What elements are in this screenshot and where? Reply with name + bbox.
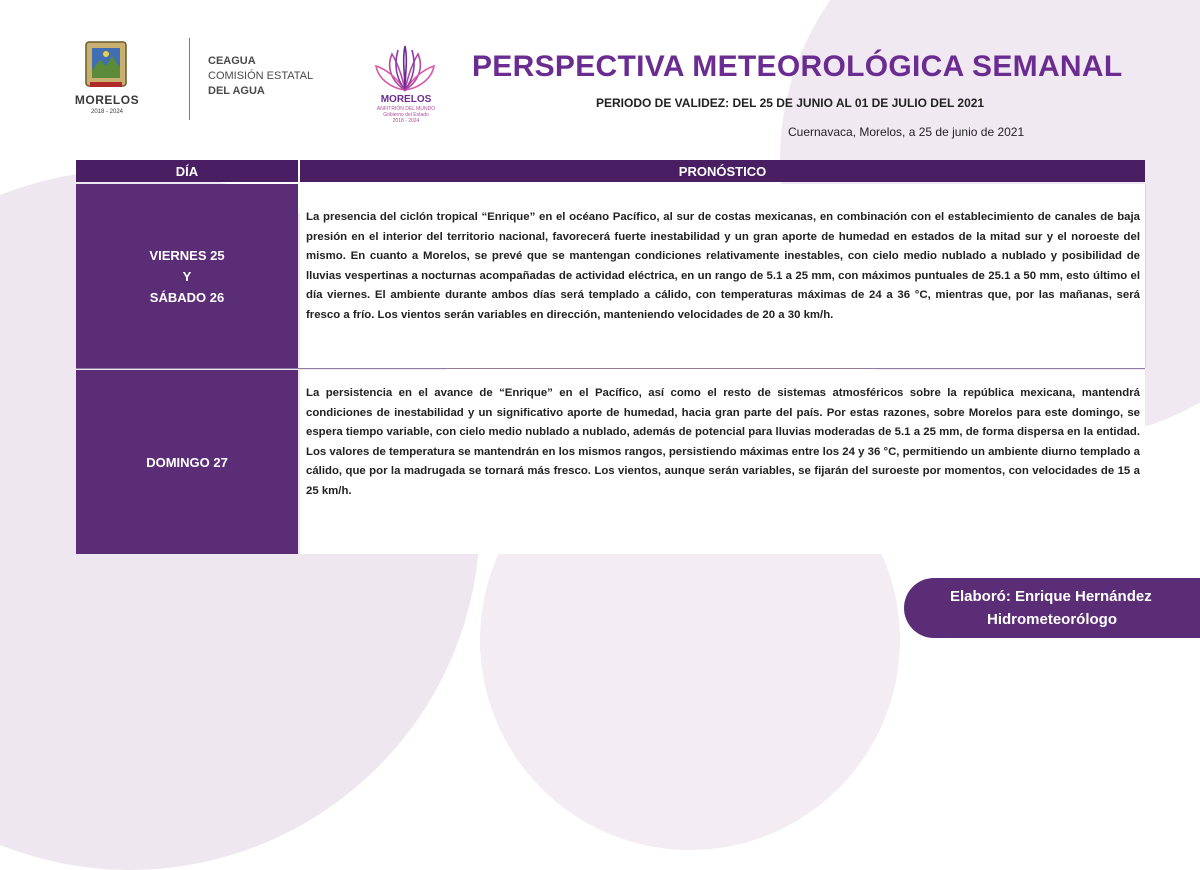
- forecast-text-1: La presencia del ciclón tropical “Enrique” en el océano Pacífico, al sur de costas mexicanas, en combinación con el establecimiento de canales de baja presión en el interior del territorio nacional, favorecerá fuerte inestabilidad y un gran aporte de humedad en estados de la mitad sur y el noroeste del mismo. En cuanto a Morelos, se prevé que se mantengan condiciones relativamente inestables, con cielo medio nublado a nublado y posibilidad de lluvias vespertinas a nocturnas acompañadas de actividad eléctrica, en un rango de 5.1 a 25 mm, con máximos puntuales de 25.1 a 50 mm, esto último el día viernes. El ambiente durante ambos días será templado a cálido, con temperaturas máximas de 24 a 36 °C, mientras que, por las mañanas, será fresco a frío. Los vientos serán variables en dirección, manteniendo velocidades de 20 a 30 km/h.: [306, 211, 1140, 321]
- author-role: Hidrometeorólogo: [987, 611, 1117, 628]
- ceagua-line3: DEL AGUA: [208, 85, 265, 97]
- author-name: Elaboró: Enrique Hernández: [950, 588, 1152, 605]
- day-cell-2: [76, 370, 298, 554]
- gov-name: MORELOS: [74, 93, 140, 107]
- brand-sub: [368, 106, 444, 124]
- header-divider: [189, 38, 190, 120]
- gov-years: 2018 - 2024: [90, 109, 124, 115]
- page-title: PERSPECTIVA METEOROLÓGICA SEMANAL: [472, 50, 1123, 83]
- ceagua-logo: [208, 54, 313, 99]
- ceagua-line1: CEAGUA: [208, 55, 256, 67]
- brand-sub-line1: ANFITRIÓN DEL MUNDO: [376, 106, 436, 112]
- morelos-seal-icon: [84, 40, 128, 90]
- day-cell-1-line1: VIERNES 25: [149, 247, 225, 263]
- ceagua-line2: COMISIÓN ESTATAL: [208, 70, 314, 82]
- day-cell-1: [76, 184, 298, 368]
- column-header-dia: DÍA: [76, 160, 298, 182]
- day-cell-1-line2: Y: [182, 268, 192, 284]
- day-cell-1-line3: SÁBADO 26: [149, 289, 225, 305]
- column-header-pronostico: PRONÓSTICO: [300, 160, 1145, 182]
- row-divider: [76, 368, 1145, 369]
- brand-sub-line3: 2018 - 2024: [392, 118, 420, 124]
- forecast-text-2: La persistencia en el avance de “Enrique” en el Pacífico, así como el resto de sistemas atmosféricos sobre la república mexicana, mantendrá condiciones de inestabilidad y un significativo aporte de humedad, hacia gran parte del país. Por estas razones, sobre Morelos para este domingo, se espera tiempo variable, con cielo medio nublado a nublado, además de potencial para lluvias moderadas de 5.1 a 25 mm, de forma dispersa en la entidad. Los valores de temperatura se mantendrán en los mismos rangos, persistiendo máximas entre los 24 y 36 °C, permitiendo un ambiente diurno templado a cálido, que por la madrugada se tornará más fresco. Los vientos, aunque serán variables, se fijarán del suroeste por momentos, con velocidades de 15 a 25 km/h.: [306, 387, 1140, 497]
- validity-period: PERIODO DE VALIDEZ: DEL 25 DE JUNIO AL 01 DE JULIO DEL 2021: [596, 96, 985, 110]
- brand-name: MORELOS: [380, 94, 432, 105]
- morelos-flower-logo-icon: [372, 42, 438, 94]
- issue-date: Cuernavaca, Morelos, a 25 de junio de 2021: [788, 125, 1025, 139]
- author-box: [904, 578, 1200, 638]
- brand-sub-line2: Gobierno del Estado: [383, 112, 429, 118]
- day-cell-2-line1: DOMINGO 27: [146, 454, 228, 470]
